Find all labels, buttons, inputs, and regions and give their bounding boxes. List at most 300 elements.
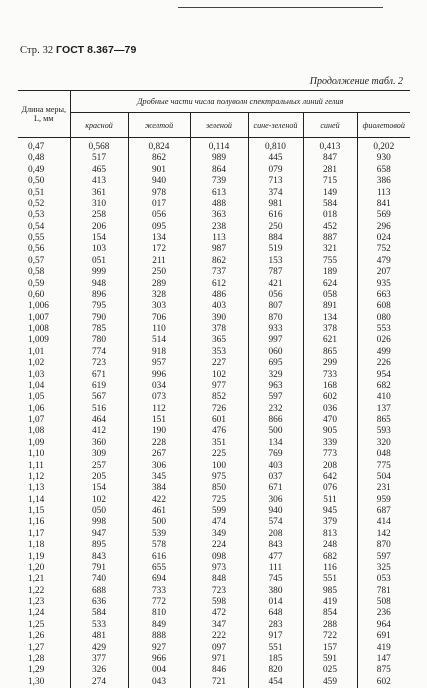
fraction-cell: 725 (190, 495, 248, 506)
table-row (18, 347, 410, 358)
fraction-cell: 168 (303, 381, 357, 392)
fraction-cell: 713 (248, 176, 303, 187)
length-cell: 0,51 (18, 188, 70, 199)
length-cell: 1,16 (18, 517, 70, 528)
fraction-cell: 248 (303, 540, 357, 551)
length-cell: 0,57 (18, 256, 70, 267)
fraction-cell: 706 (128, 313, 190, 324)
table-row (18, 381, 410, 392)
fraction-cell: 514 (128, 335, 190, 346)
fraction-cell: 257 (70, 461, 128, 472)
fraction-cell: 791 (70, 563, 128, 574)
fraction-cell: 486 (190, 290, 248, 301)
fraction-cell: 309 (70, 449, 128, 460)
fraction-cell: 896 (70, 290, 128, 301)
fraction-cell: 113 (190, 233, 248, 244)
fraction-cell: 539 (128, 529, 190, 540)
length-cell: 1,18 (18, 540, 70, 551)
fraction-cell: 658 (357, 165, 410, 176)
table-row (18, 620, 410, 631)
fraction-cell: 207 (357, 267, 410, 278)
length-cell: 0,47 (18, 138, 70, 154)
length-cell: 1,19 (18, 552, 70, 563)
table-row (18, 506, 410, 517)
fraction-cell: 267 (128, 449, 190, 460)
fraction-cell: 517 (70, 153, 128, 164)
fraction-cell: 917 (248, 631, 303, 642)
fraction-cell: 854 (303, 608, 357, 619)
fraction-cell: 142 (357, 529, 410, 540)
table-row (18, 256, 410, 267)
length-cell: 1,05 (18, 392, 70, 403)
fraction-cell: 774 (70, 347, 128, 358)
fraction-cell: 533 (70, 620, 128, 631)
fraction-cell: 102 (70, 495, 128, 506)
fraction-cell: 715 (303, 176, 357, 187)
fraction-cell: 036 (303, 404, 357, 415)
fraction-cell: 574 (248, 517, 303, 528)
length-cell: 0,49 (18, 165, 70, 176)
fraction-cell: 472 (190, 608, 248, 619)
fraction-cell: 597 (357, 552, 410, 563)
fraction-cell: 971 (190, 654, 248, 665)
length-cell: 1,21 (18, 574, 70, 585)
table-row (18, 426, 410, 437)
length-cell: 1,008 (18, 324, 70, 335)
fraction-cell: 060 (248, 347, 303, 358)
length-cell: 1,24 (18, 608, 70, 619)
length-cell: 1,20 (18, 563, 70, 574)
fraction-cell: 134 (128, 233, 190, 244)
table-row (18, 449, 410, 460)
fraction-cell: 723 (70, 358, 128, 369)
fraction-cell: 787 (248, 267, 303, 278)
fraction-cell: 0,114 (190, 138, 248, 154)
length-cell: 0,52 (18, 199, 70, 210)
fraction-cell: 959 (357, 495, 410, 506)
fraction-cell: 773 (303, 449, 357, 460)
fraction-cell: 935 (357, 279, 410, 290)
fraction-cell: 226 (357, 358, 410, 369)
length-cell: 0,48 (18, 153, 70, 164)
table-row (18, 643, 410, 654)
table-row (18, 335, 410, 346)
fraction-cell: 846 (190, 665, 248, 676)
fraction-cell: 997 (248, 335, 303, 346)
fraction-cell: 733 (303, 370, 357, 381)
fraction-cell: 289 (128, 279, 190, 290)
page-header (20, 44, 136, 56)
fraction-cell: 905 (303, 426, 357, 437)
fraction-cell: 306 (128, 461, 190, 472)
fraction-cell: 281 (303, 165, 357, 176)
column-header: сине-зеленой (248, 113, 303, 138)
fraction-cell: 739 (190, 176, 248, 187)
fraction-cell: 755 (303, 256, 357, 267)
fraction-cell: 378 (303, 324, 357, 335)
length-cell: 1,10 (18, 449, 70, 460)
length-cell: 1,007 (18, 313, 70, 324)
length-cell: 1,03 (18, 370, 70, 381)
column-header: фиолетовой (357, 113, 410, 138)
fraction-cell: 740 (70, 574, 128, 585)
column-header: красной (70, 113, 128, 138)
fraction-cell: 056 (128, 210, 190, 221)
fraction-cell: 250 (128, 267, 190, 278)
fraction-cell: 737 (190, 267, 248, 278)
table-row (18, 586, 410, 597)
fraction-cell: 410 (357, 392, 410, 403)
fraction-cell: 134 (303, 313, 357, 324)
table-row (18, 563, 410, 574)
fraction-cell: 058 (303, 290, 357, 301)
table-row (18, 313, 410, 324)
table-row (18, 552, 410, 563)
fraction-cell: 602 (303, 392, 357, 403)
length-cell: 0,54 (18, 222, 70, 233)
fraction-cell: 211 (128, 256, 190, 267)
fraction-cell: 149 (303, 188, 357, 199)
fraction-cell: 374 (248, 188, 303, 199)
fraction-cell: 353 (190, 347, 248, 358)
fraction-cell: 414 (357, 517, 410, 528)
fraction-cell: 621 (303, 335, 357, 346)
table-row (18, 233, 410, 244)
fraction-cell: 224 (190, 540, 248, 551)
fraction-cell: 288 (303, 620, 357, 631)
fraction-cell: 780 (70, 335, 128, 346)
length-cell: 1,09 (18, 438, 70, 449)
fraction-cell: 157 (303, 643, 357, 654)
fraction-cell: 655 (128, 563, 190, 574)
table-row (18, 483, 410, 494)
fraction-cell: 185 (248, 654, 303, 665)
length-column-header: Длина меры, L, мм (18, 91, 70, 138)
fraction-cell: 996 (128, 370, 190, 381)
fraction-cell: 413 (70, 176, 128, 187)
fraction-cell: 866 (248, 415, 303, 426)
length-cell: 1,01 (18, 347, 70, 358)
fraction-cell: 154 (70, 483, 128, 494)
fraction-cell: 403 (190, 301, 248, 312)
fraction-cell: 850 (190, 483, 248, 494)
fraction-cell: 810 (128, 608, 190, 619)
fraction-cell: 488 (190, 199, 248, 210)
fraction-cell: 516 (70, 404, 128, 415)
fraction-cell: 966 (128, 654, 190, 665)
fraction-cell: 567 (70, 392, 128, 403)
fraction-cell: 947 (70, 529, 128, 540)
fraction-cell: 476 (190, 426, 248, 437)
length-cell: 1,006 (18, 301, 70, 312)
fraction-cell: 500 (128, 517, 190, 528)
length-cell: 0,56 (18, 244, 70, 255)
fraction-cell: 205 (70, 472, 128, 483)
table-row (18, 608, 410, 619)
fraction-cell: 616 (128, 552, 190, 563)
fractions-table (18, 90, 410, 688)
fraction-cell: 0,202 (357, 138, 410, 154)
fraction-cell: 499 (357, 347, 410, 358)
fraction-cell: 056 (248, 290, 303, 301)
fraction-cell: 694 (128, 574, 190, 585)
fraction-cell: 329 (248, 370, 303, 381)
table-row (18, 574, 410, 585)
fraction-cell: 377 (70, 654, 128, 665)
fraction-cell: 722 (303, 631, 357, 642)
fraction-cell: 999 (70, 267, 128, 278)
length-cell: 1,009 (18, 335, 70, 346)
fraction-cell: 682 (357, 381, 410, 392)
length-cell: 0,60 (18, 290, 70, 301)
fraction-cell: 445 (248, 153, 303, 164)
fraction-cell: 865 (303, 347, 357, 358)
fraction-cell: 320 (357, 438, 410, 449)
fraction-cell: 612 (190, 279, 248, 290)
standard-code: ГОСТ 8.367—79 (56, 44, 136, 56)
fraction-cell: 769 (248, 449, 303, 460)
table-row (18, 279, 410, 290)
table-row (18, 665, 410, 676)
fraction-cell: 601 (190, 415, 248, 426)
fraction-cell: 775 (357, 461, 410, 472)
fraction-cell: 597 (248, 392, 303, 403)
fraction-cell: 884 (248, 233, 303, 244)
fraction-cell: 975 (190, 472, 248, 483)
fraction-cell: 820 (248, 665, 303, 676)
fraction-cell: 363 (190, 210, 248, 221)
table-row (18, 392, 410, 403)
fraction-cell: 691 (357, 631, 410, 642)
fraction-cell: 154 (70, 233, 128, 244)
fraction-cell: 034 (128, 381, 190, 392)
fraction-cell: 852 (190, 392, 248, 403)
fraction-cell: 206 (70, 222, 128, 233)
fraction-cell: 918 (128, 347, 190, 358)
fraction-cell: 940 (248, 506, 303, 517)
fraction-cell: 073 (128, 392, 190, 403)
fraction-cell: 584 (303, 199, 357, 210)
fraction-cell: 663 (357, 290, 410, 301)
fraction-cell: 813 (303, 529, 357, 540)
table-row (18, 654, 410, 665)
fraction-cell: 642 (303, 472, 357, 483)
fraction-cell: 258 (70, 210, 128, 221)
fraction-cell: 500 (248, 426, 303, 437)
fraction-cell: 807 (248, 301, 303, 312)
length-cell: 1,15 (18, 506, 70, 517)
fraction-cell: 508 (357, 597, 410, 608)
fraction-cell: 347 (190, 620, 248, 631)
fraction-cell: 987 (190, 244, 248, 255)
column-header: зеленой (190, 113, 248, 138)
fraction-cell: 481 (70, 631, 128, 642)
fraction-cell: 310 (70, 199, 128, 210)
fraction-cell: 429 (70, 643, 128, 654)
fraction-cell: 325 (357, 563, 410, 574)
fractions-group-header: Дробные части числа полуволн спектральных линий гелия (70, 91, 410, 113)
fraction-cell: 017 (128, 199, 190, 210)
fraction-cell: 613 (190, 188, 248, 199)
fraction-cell: 954 (357, 370, 410, 381)
fraction-cell: 551 (303, 574, 357, 585)
fraction-cell: 602 (357, 677, 410, 688)
table-row (18, 358, 410, 369)
fraction-cell: 004 (128, 665, 190, 676)
table-row (18, 267, 410, 278)
fraction-cell: 465 (70, 165, 128, 176)
fraction-cell: 151 (128, 415, 190, 426)
top-rule (178, 7, 383, 8)
fraction-cell: 474 (190, 517, 248, 528)
fraction-cell: 553 (357, 324, 410, 335)
fraction-cell: 989 (190, 153, 248, 164)
fraction-cell: 225 (190, 449, 248, 460)
length-cell: 0,53 (18, 210, 70, 221)
fraction-cell: 848 (190, 574, 248, 585)
fraction-cell: 379 (303, 517, 357, 528)
fraction-cell: 862 (128, 153, 190, 164)
fraction-cell: 671 (248, 483, 303, 494)
fraction-cell: 360 (70, 438, 128, 449)
fraction-cell: 380 (248, 586, 303, 597)
table-row (18, 138, 410, 154)
fraction-cell: 014 (248, 597, 303, 608)
fraction-cell: 578 (128, 540, 190, 551)
fraction-cell: 190 (128, 426, 190, 437)
fraction-cell: 053 (357, 574, 410, 585)
fraction-cell: 843 (248, 540, 303, 551)
fraction-cell: 303 (128, 301, 190, 312)
fraction-cell: 349 (190, 529, 248, 540)
fraction-cell: 079 (248, 165, 303, 176)
fraction-cell: 384 (128, 483, 190, 494)
fraction-cell: 648 (248, 608, 303, 619)
fraction-cell: 095 (128, 222, 190, 233)
fraction-cell: 134 (248, 438, 303, 449)
fraction-cell: 849 (128, 620, 190, 631)
fraction-cell: 511 (303, 495, 357, 506)
fraction-cell: 0,413 (303, 138, 357, 154)
fraction-cell: 365 (190, 335, 248, 346)
fraction-cell: 222 (190, 631, 248, 642)
column-header-row (18, 113, 410, 138)
table-row (18, 677, 410, 688)
length-cell: 0,50 (18, 176, 70, 187)
fraction-cell: 296 (357, 222, 410, 233)
fraction-cell: 024 (357, 233, 410, 244)
fraction-cell: 100 (190, 461, 248, 472)
length-cell: 1,08 (18, 426, 70, 437)
fraction-cell: 345 (128, 472, 190, 483)
fraction-cell: 018 (303, 210, 357, 221)
length-cell: 1,26 (18, 631, 70, 642)
table-row (18, 188, 410, 199)
fraction-cell: 283 (248, 620, 303, 631)
fraction-cell: 891 (303, 301, 357, 312)
fraction-cell: 636 (70, 597, 128, 608)
fraction-cell: 930 (357, 153, 410, 164)
fraction-cell: 461 (128, 506, 190, 517)
fraction-cell: 519 (248, 244, 303, 255)
length-cell: 0,58 (18, 267, 70, 278)
fraction-cell: 189 (303, 267, 357, 278)
fraction-cell: 733 (128, 586, 190, 597)
length-cell: 1,04 (18, 381, 70, 392)
fraction-cell: 111 (248, 563, 303, 574)
table-row (18, 438, 410, 449)
fraction-cell: 608 (357, 301, 410, 312)
fraction-cell: 599 (190, 506, 248, 517)
fraction-cell: 790 (70, 313, 128, 324)
table-row (18, 176, 410, 187)
fraction-cell: 0,568 (70, 138, 128, 154)
fraction-cell: 616 (248, 210, 303, 221)
fraction-cell: 025 (303, 665, 357, 676)
table-row (18, 165, 410, 176)
column-header: желтой (128, 113, 190, 138)
fraction-cell: 328 (128, 290, 190, 301)
fraction-cell: 870 (248, 313, 303, 324)
fraction-cell: 0,810 (248, 138, 303, 154)
table-row (18, 370, 410, 381)
length-cell: 1,23 (18, 597, 70, 608)
fraction-cell: 687 (357, 506, 410, 517)
fraction-cell: 459 (303, 677, 357, 688)
fraction-cell: 901 (128, 165, 190, 176)
fraction-cell: 888 (128, 631, 190, 642)
fraction-cell: 875 (357, 665, 410, 676)
fraction-cell: 326 (70, 665, 128, 676)
page-prefix: Стр. 32 (20, 45, 53, 56)
fraction-cell: 051 (70, 256, 128, 267)
table-row (18, 153, 410, 164)
fraction-cell: 864 (190, 165, 248, 176)
fraction-cell: 479 (357, 256, 410, 267)
fraction-cell: 102 (190, 370, 248, 381)
table-row (18, 461, 410, 472)
fraction-cell: 870 (357, 540, 410, 551)
fraction-cell: 050 (70, 506, 128, 517)
fraction-cell: 569 (357, 210, 410, 221)
fraction-cell: 619 (70, 381, 128, 392)
fraction-cell: 378 (190, 324, 248, 335)
fraction-cell: 419 (357, 643, 410, 654)
fraction-cell: 752 (357, 244, 410, 255)
fraction-cell: 584 (70, 608, 128, 619)
fraction-cell: 745 (248, 574, 303, 585)
fraction-cell: 274 (70, 677, 128, 688)
fraction-cell: 231 (357, 483, 410, 494)
fraction-cell: 927 (128, 643, 190, 654)
length-cell: 1,02 (18, 358, 70, 369)
table-row (18, 324, 410, 335)
length-cell: 1,22 (18, 586, 70, 597)
fraction-cell: 250 (248, 222, 303, 233)
length-cell: 1,11 (18, 461, 70, 472)
table-body (18, 138, 410, 688)
fraction-cell: 671 (70, 370, 128, 381)
fraction-cell: 026 (357, 335, 410, 346)
fraction-cell: 726 (190, 404, 248, 415)
fraction-cell: 795 (70, 301, 128, 312)
fraction-cell: 076 (303, 483, 357, 494)
fraction-cell: 110 (128, 324, 190, 335)
fraction-cell: 351 (190, 438, 248, 449)
fraction-cell: 208 (248, 529, 303, 540)
length-cell: 1,30 (18, 677, 70, 688)
fraction-cell: 361 (70, 188, 128, 199)
